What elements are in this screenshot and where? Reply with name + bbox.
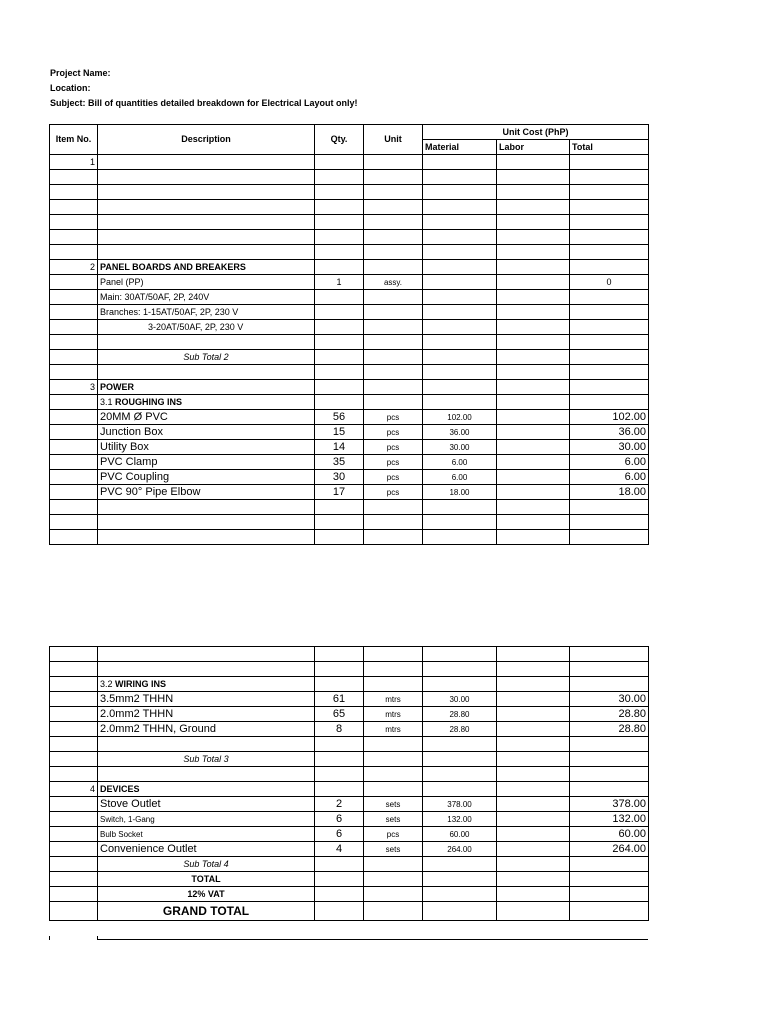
table-tail-line [97,939,648,940]
line-description: 3.5mm2 THHN [98,692,315,707]
table-row [50,530,649,545]
line-qty: 6 [315,827,364,842]
line-material: 30.00 [423,692,497,707]
table-row [50,827,649,842]
total-header: Total [570,140,649,155]
line-qty: 65 [315,707,364,722]
line-unit: pcs [364,827,423,842]
item-no-cell [50,707,98,722]
line-description: Main: 30AT/50AF, 2P, 240V [98,290,315,305]
item-no-cell [50,692,98,707]
table-row [50,500,649,515]
line-unit: mtrs [364,692,423,707]
line-qty: 4 [315,842,364,857]
item-no-header: Item No. [50,125,98,155]
table-row [50,767,649,782]
line-unit: pcs [364,470,423,485]
total-label: TOTAL [98,872,315,887]
table-row [50,230,649,245]
table-row [50,455,649,470]
line-labor [497,812,570,827]
line-description: 20MM Ø PVC [98,410,315,425]
line-total: 30.00 [570,692,649,707]
table-row [50,440,649,455]
table-tail-line [49,936,50,940]
section-title: POWER [98,380,315,395]
line-labor [497,485,570,500]
item-no-cell [50,410,98,425]
line-material: 102.00 [423,410,497,425]
table-row [50,365,649,380]
subsection-name: WIRING INS [115,678,167,689]
table-row [50,380,649,395]
table-row [50,470,649,485]
item-no: 4 [50,782,98,797]
line-unit: pcs [364,485,423,500]
subtotal-label: Sub Total 4 [98,857,315,872]
table-row [50,887,649,902]
wiring-items [50,692,649,737]
material-header: Material [423,140,497,155]
subtotal-label: Sub Total 3 [98,752,315,767]
line-material: 132.00 [423,812,497,827]
line-material: 28.80 [423,707,497,722]
table-row [50,305,649,320]
item-no: 1 [50,155,98,170]
line-total: 6.00 [570,455,649,470]
table-row [50,812,649,827]
table-row [50,485,649,500]
line-description: 3-20AT/50AF, 2P, 230 V [98,320,315,335]
table-row [50,662,649,677]
line-unit: pcs [364,440,423,455]
line-unit: sets [364,797,423,812]
line-description: Bulb Socket [98,827,315,842]
line-labor [497,470,570,485]
table-row [50,692,649,707]
line-material: 6.00 [423,470,497,485]
line-total: 102.00 [570,410,649,425]
line-description: Junction Box [98,425,315,440]
line-unit: mtrs [364,722,423,737]
line-labor [497,827,570,842]
labor-header: Labor [497,140,570,155]
line-qty: 6 [315,812,364,827]
unit-cost-header: Unit Cost (PhP) [423,125,649,140]
table-row [50,707,649,722]
table-row [50,425,649,440]
table-row [50,410,649,425]
table-row [50,155,649,170]
item-no-cell [50,470,98,485]
line-description: PVC 90° Pipe Elbow [98,485,315,500]
line-description: Convenience Outlet [98,842,315,857]
subject-label: Subject: Bill of quantities detailed breakdown for Electrical Layout only! [50,98,358,108]
item-no-cell [50,425,98,440]
line-material: 18.00 [423,485,497,500]
line-total: 28.80 [570,722,649,737]
line-material: 30.00 [423,440,497,455]
table-row [50,395,649,410]
line-total: 30.00 [570,440,649,455]
line-qty: 1 [315,275,364,290]
item-no-cell [50,812,98,827]
line-total: 60.00 [570,827,649,842]
table-header-row [50,125,649,140]
line-material: 36.00 [423,425,497,440]
line-material: 28.80 [423,722,497,737]
unit-header: Unit [364,125,423,155]
project-name-label: Project Name: [50,68,111,78]
table-row [50,752,649,767]
item-no-cell [50,440,98,455]
table-row [50,902,649,921]
line-labor [497,692,570,707]
qty-header: Qty. [315,125,364,155]
line-material: 378.00 [423,797,497,812]
line-qty: 35 [315,455,364,470]
subsection-title [98,395,315,410]
device-items [50,797,649,857]
line-labor [497,455,570,470]
line-labor [497,722,570,737]
line-unit: mtrs [364,707,423,722]
line-total: 378.00 [570,797,649,812]
line-labor [497,425,570,440]
line-description: PVC Clamp [98,455,315,470]
table-row [50,857,649,872]
subsection-name: ROUGHING INS [115,396,183,407]
line-total: 132.00 [570,812,649,827]
line-qty: 56 [315,410,364,425]
line-unit: pcs [364,410,423,425]
line-qty: 61 [315,692,364,707]
table-row [50,515,649,530]
boq-table-page-2 [49,646,649,921]
line-qty: 8 [315,722,364,737]
line-description: PVC Coupling [98,470,315,485]
line-total: 28.80 [570,707,649,722]
table-row [50,320,649,335]
roughing-items [50,410,649,500]
table-row [50,842,649,857]
line-unit: assy. [364,275,423,290]
table-row [50,647,649,662]
boq-table-page-1 [49,124,649,545]
line-description: Panel (PP) [98,275,315,290]
item-no: 3 [50,380,98,395]
line-description: 2.0mm2 THHN, Ground [98,722,315,737]
line-qty: 14 [315,440,364,455]
table-row [50,350,649,365]
table-row [50,245,649,260]
line-description: 2.0mm2 THHN [98,707,315,722]
table-row [50,275,649,290]
description-header: Description [98,125,315,155]
line-total: 0 [570,275,649,290]
item-no-cell [50,797,98,812]
line-total: 6.00 [570,470,649,485]
subsection-number: 3.2 [100,678,116,689]
line-total: 18.00 [570,485,649,500]
line-total: 264.00 [570,842,649,857]
item-no-cell [50,455,98,470]
line-unit: pcs [364,455,423,470]
table-row [50,290,649,305]
line-material: 6.00 [423,455,497,470]
line-description: Branches: 1-15AT/50AF, 2P, 230 V [98,305,315,320]
item-no-cell [50,485,98,500]
item-no-cell [50,842,98,857]
line-labor [497,707,570,722]
table-row [50,185,649,200]
line-qty: 2 [315,797,364,812]
line-qty: 15 [315,425,364,440]
line-unit: sets [364,812,423,827]
table-row [50,200,649,215]
item-no: 2 [50,260,98,275]
table-row [50,737,649,752]
subsection-number: 3.1 [100,396,116,407]
section-title: DEVICES [98,782,315,797]
table-row [50,677,649,692]
table-row [50,797,649,812]
line-total: 36.00 [570,425,649,440]
line-qty: 17 [315,485,364,500]
table-row [50,872,649,887]
location-label: Location: [50,83,91,93]
line-unit: pcs [364,425,423,440]
line-description: Switch, 1-Gang [98,812,315,827]
table-row [50,782,649,797]
line-description: Utility Box [98,440,315,455]
line-labor [497,842,570,857]
table-row [50,170,649,185]
grand-total-label: GRAND TOTAL [98,902,315,921]
line-qty: 30 [315,470,364,485]
vat-label: 12% VAT [98,887,315,902]
line-material: 60.00 [423,827,497,842]
table-row [50,722,649,737]
item-no-cell [50,722,98,737]
line-description: Stove Outlet [98,797,315,812]
table-row [50,335,649,350]
item-no-cell [50,827,98,842]
subtotal-label: Sub Total 2 [98,350,315,365]
line-material: 264.00 [423,842,497,857]
table-row [50,215,649,230]
line-unit: sets [364,842,423,857]
line-labor [497,410,570,425]
section-title: PANEL BOARDS AND BREAKERS [98,260,315,275]
subsection-title [98,677,315,692]
table-row [50,260,649,275]
line-labor [497,797,570,812]
line-labor [497,440,570,455]
